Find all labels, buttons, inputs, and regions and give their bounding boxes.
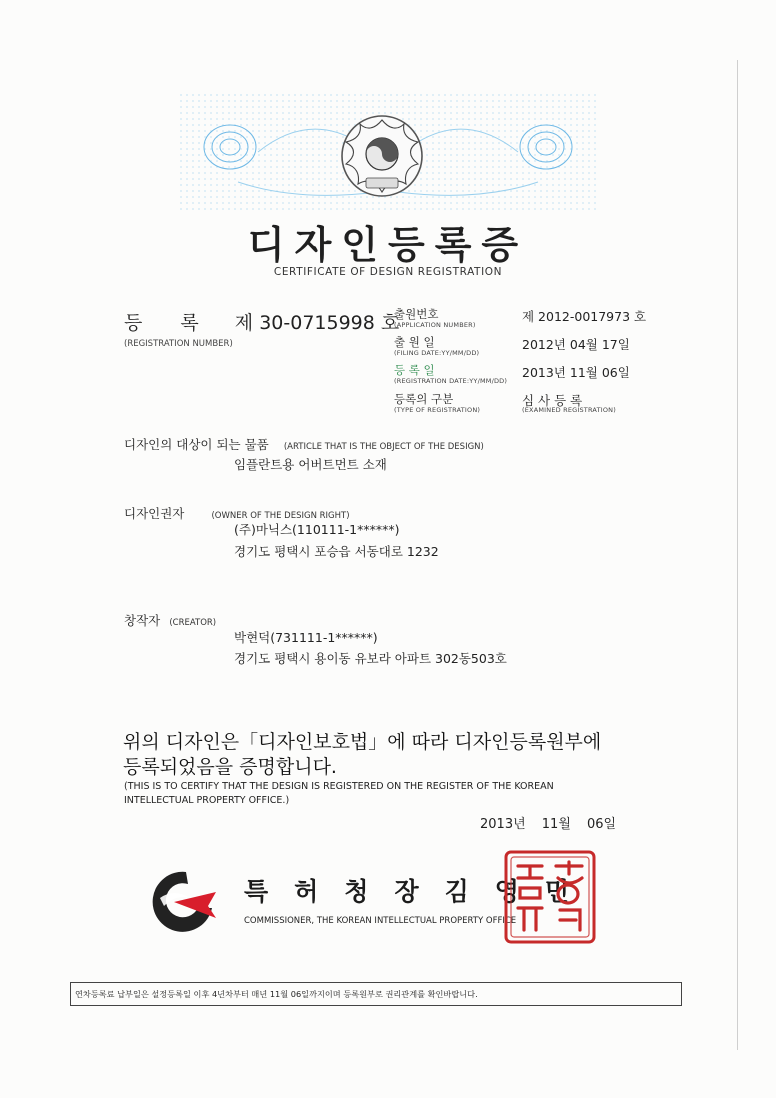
article-label: 디자인의 대상이 되는 물품 [124, 437, 269, 452]
national-emblem-icon [338, 112, 426, 200]
creator-heading [124, 610, 216, 629]
registration-number-value: 30-0715998 [259, 312, 375, 334]
certification-text-line-2: 등록되었음을 증명합니다. [123, 756, 337, 778]
issue-date: 2013년 11월 06일 [480, 817, 617, 832]
official-seal-icon [502, 848, 598, 946]
creator-name: 박현덕(731111-1******) [234, 630, 378, 645]
article-heading [124, 434, 484, 453]
kipo-logo-icon [150, 868, 220, 932]
filing-date-value: 2012년 04월 17일 [522, 337, 630, 352]
registration-date-label: 등 록 일 [394, 363, 435, 377]
registration-number [124, 308, 399, 335]
registration-date-english: (REGISTRATION DATE:YY/MM/DD) [394, 377, 508, 385]
owner-address: 경기도 평택시 포승읍 서동대로 1232 [234, 544, 439, 559]
registration-date-value: 2013년 11월 06일 [522, 365, 630, 380]
article-english: (ARTICLE THAT IS THE OBJECT OF THE DESIGN) [283, 442, 484, 452]
application-number-value: 제 2012-0017973 호 [522, 309, 647, 324]
registration-label: 등 록 [124, 312, 215, 334]
registration-suffix: 호 [380, 312, 400, 334]
certificate-title: 디자인등록증 [247, 223, 529, 267]
article-value: 임플란트용 어버트먼트 소재 [234, 457, 387, 472]
certification-text-line-1: 위의 디자인은「디자인보호법」에 따라 디자인등록원부에 [123, 731, 602, 753]
application-number-label: 출원번호 [394, 307, 439, 321]
certification-english-line-1: (THIS IS TO CERTIFY THAT THE DESIGN IS REGISTERED ON THE REGISTER OF THE KOREAN [124, 781, 554, 792]
registration-type-value-english: (EXAMINED REGISTRATION) [522, 406, 616, 414]
registration-prefix: 제 [234, 312, 254, 334]
commissioner-name: 특허청장김영민 [244, 877, 596, 906]
filing-date-label: 출 원 일 [394, 335, 435, 349]
owner-english: (OWNER OF THE DESIGN RIGHT) [211, 511, 350, 521]
registration-type-value: 심 사 등 록 [522, 393, 583, 408]
creator-english: (CREATOR) [169, 618, 217, 628]
filing-date-english: (FILING DATE:YY/MM/DD) [394, 349, 480, 357]
creator-address: 경기도 평택시 용이동 유보라 아파트 302동503호 [234, 651, 507, 666]
certification-english-line-2: INTELLECTUAL PROPERTY OFFICE.) [124, 795, 290, 806]
registration-type-label: 등록의 구분 [394, 392, 454, 406]
registration-number-english: (REGISTRATION NUMBER) [124, 339, 233, 349]
certificate-title-english: CERTIFICATE OF DESIGN REGISTRATION [273, 266, 503, 278]
page-edge-line [737, 60, 738, 1050]
application-number-english: (APPLICATION NUMBER) [394, 321, 476, 329]
registration-type-english: (TYPE OF REGISTRATION) [394, 406, 481, 414]
annual-fee-notice: 연차등록료 납부일은 설정등록일 이후 4년차부터 매년 11월 06일까지이며 등록원부로 권리관계를 확인바랍니다. [70, 982, 682, 1006]
creator-label: 창작자 [124, 613, 161, 628]
owner-name: (주)마닉스(110111-1******) [234, 522, 400, 537]
commissioner-title-english: COMMISSIONER, THE KOREAN INTELLECTUAL PROPERTY OFFICE [244, 916, 517, 926]
owner-label: 디자인권자 [124, 506, 185, 521]
